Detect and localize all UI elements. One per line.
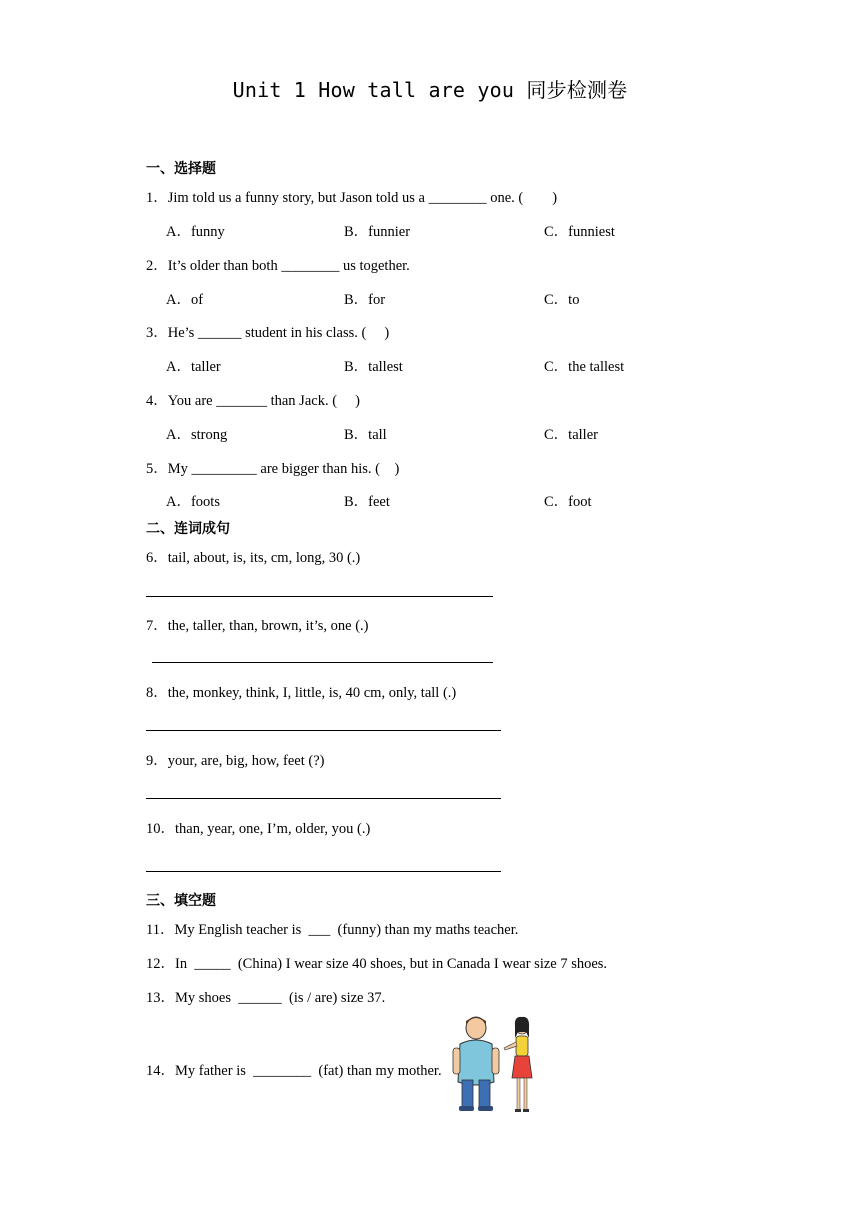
answer-line-10 xyxy=(146,871,501,872)
question-11: 11．My English teacher is ___ (funny) than my maths teacher. xyxy=(146,922,519,938)
option-2a: A．of xyxy=(166,292,204,308)
option-4c: C．taller xyxy=(544,427,598,443)
question-2: 2．It’s older than both ________ us together. xyxy=(146,258,410,274)
section-heading-words: 二、连词成句 xyxy=(146,521,230,537)
question-10: 10．than, year, one, I’m, older, you (.) xyxy=(146,821,371,837)
option-3b: B．tallest xyxy=(344,359,403,375)
option-2c: C．to xyxy=(544,292,580,308)
father-figure xyxy=(453,1017,499,1111)
answer-line-6 xyxy=(146,596,493,597)
question-13: 13．My shoes ______ (is / are) size 37. xyxy=(146,990,386,1006)
question-1: 1．Jim told us a funny story, but Jason told us a ________ one. ( ) xyxy=(146,190,558,206)
option-1b: B．funnier xyxy=(344,224,411,240)
option-3c: C．the tallest xyxy=(544,359,625,375)
question-7: 7．the, taller, than, brown, it’s, one (.) xyxy=(146,618,369,634)
mother-figure xyxy=(504,1017,532,1112)
page-title: Unit 1 How tall are you 同步检测卷 xyxy=(232,78,628,102)
option-1a: A．funny xyxy=(166,224,225,240)
answer-line-8 xyxy=(146,730,501,731)
answer-line-9 xyxy=(146,798,501,799)
section-heading-choice: 一、选择题 xyxy=(146,161,216,177)
question-6: 6．tail, about, is, its, cm, long, 30 (.) xyxy=(146,550,361,566)
option-3a: A．taller xyxy=(166,359,221,375)
option-1c: C．funniest xyxy=(544,224,615,240)
question-8: 8．the, monkey, think, I, little, is, 40 cm, only, tall (.) xyxy=(146,685,457,701)
answer-line-7 xyxy=(152,662,493,663)
question-12: 12．In _____ (China) I wear size 40 shoes, but in Canada I wear size 7 shoes. xyxy=(146,956,608,972)
option-2b: B．for xyxy=(344,292,386,308)
question-14: 14．My father is ________ (fat) than my mother. xyxy=(146,1063,442,1079)
option-5a: A．foots xyxy=(166,494,220,510)
father-mother-illustration xyxy=(450,1014,542,1118)
section-heading-fill: 三、填空题 xyxy=(146,893,216,909)
option-5b: B．feet xyxy=(344,494,390,510)
option-5c: C．foot xyxy=(544,494,592,510)
question-4: 4．You are _______ than Jack. ( ) xyxy=(146,393,360,409)
question-3: 3．He’s ______ student in his class. ( ) xyxy=(146,325,390,341)
option-4b: B．tall xyxy=(344,427,387,443)
question-5: 5．My _________ are bigger than his. ( ) xyxy=(146,461,400,477)
option-4a: A．strong xyxy=(166,427,228,443)
question-9: 9．your, are, big, how, feet (?) xyxy=(146,753,325,769)
